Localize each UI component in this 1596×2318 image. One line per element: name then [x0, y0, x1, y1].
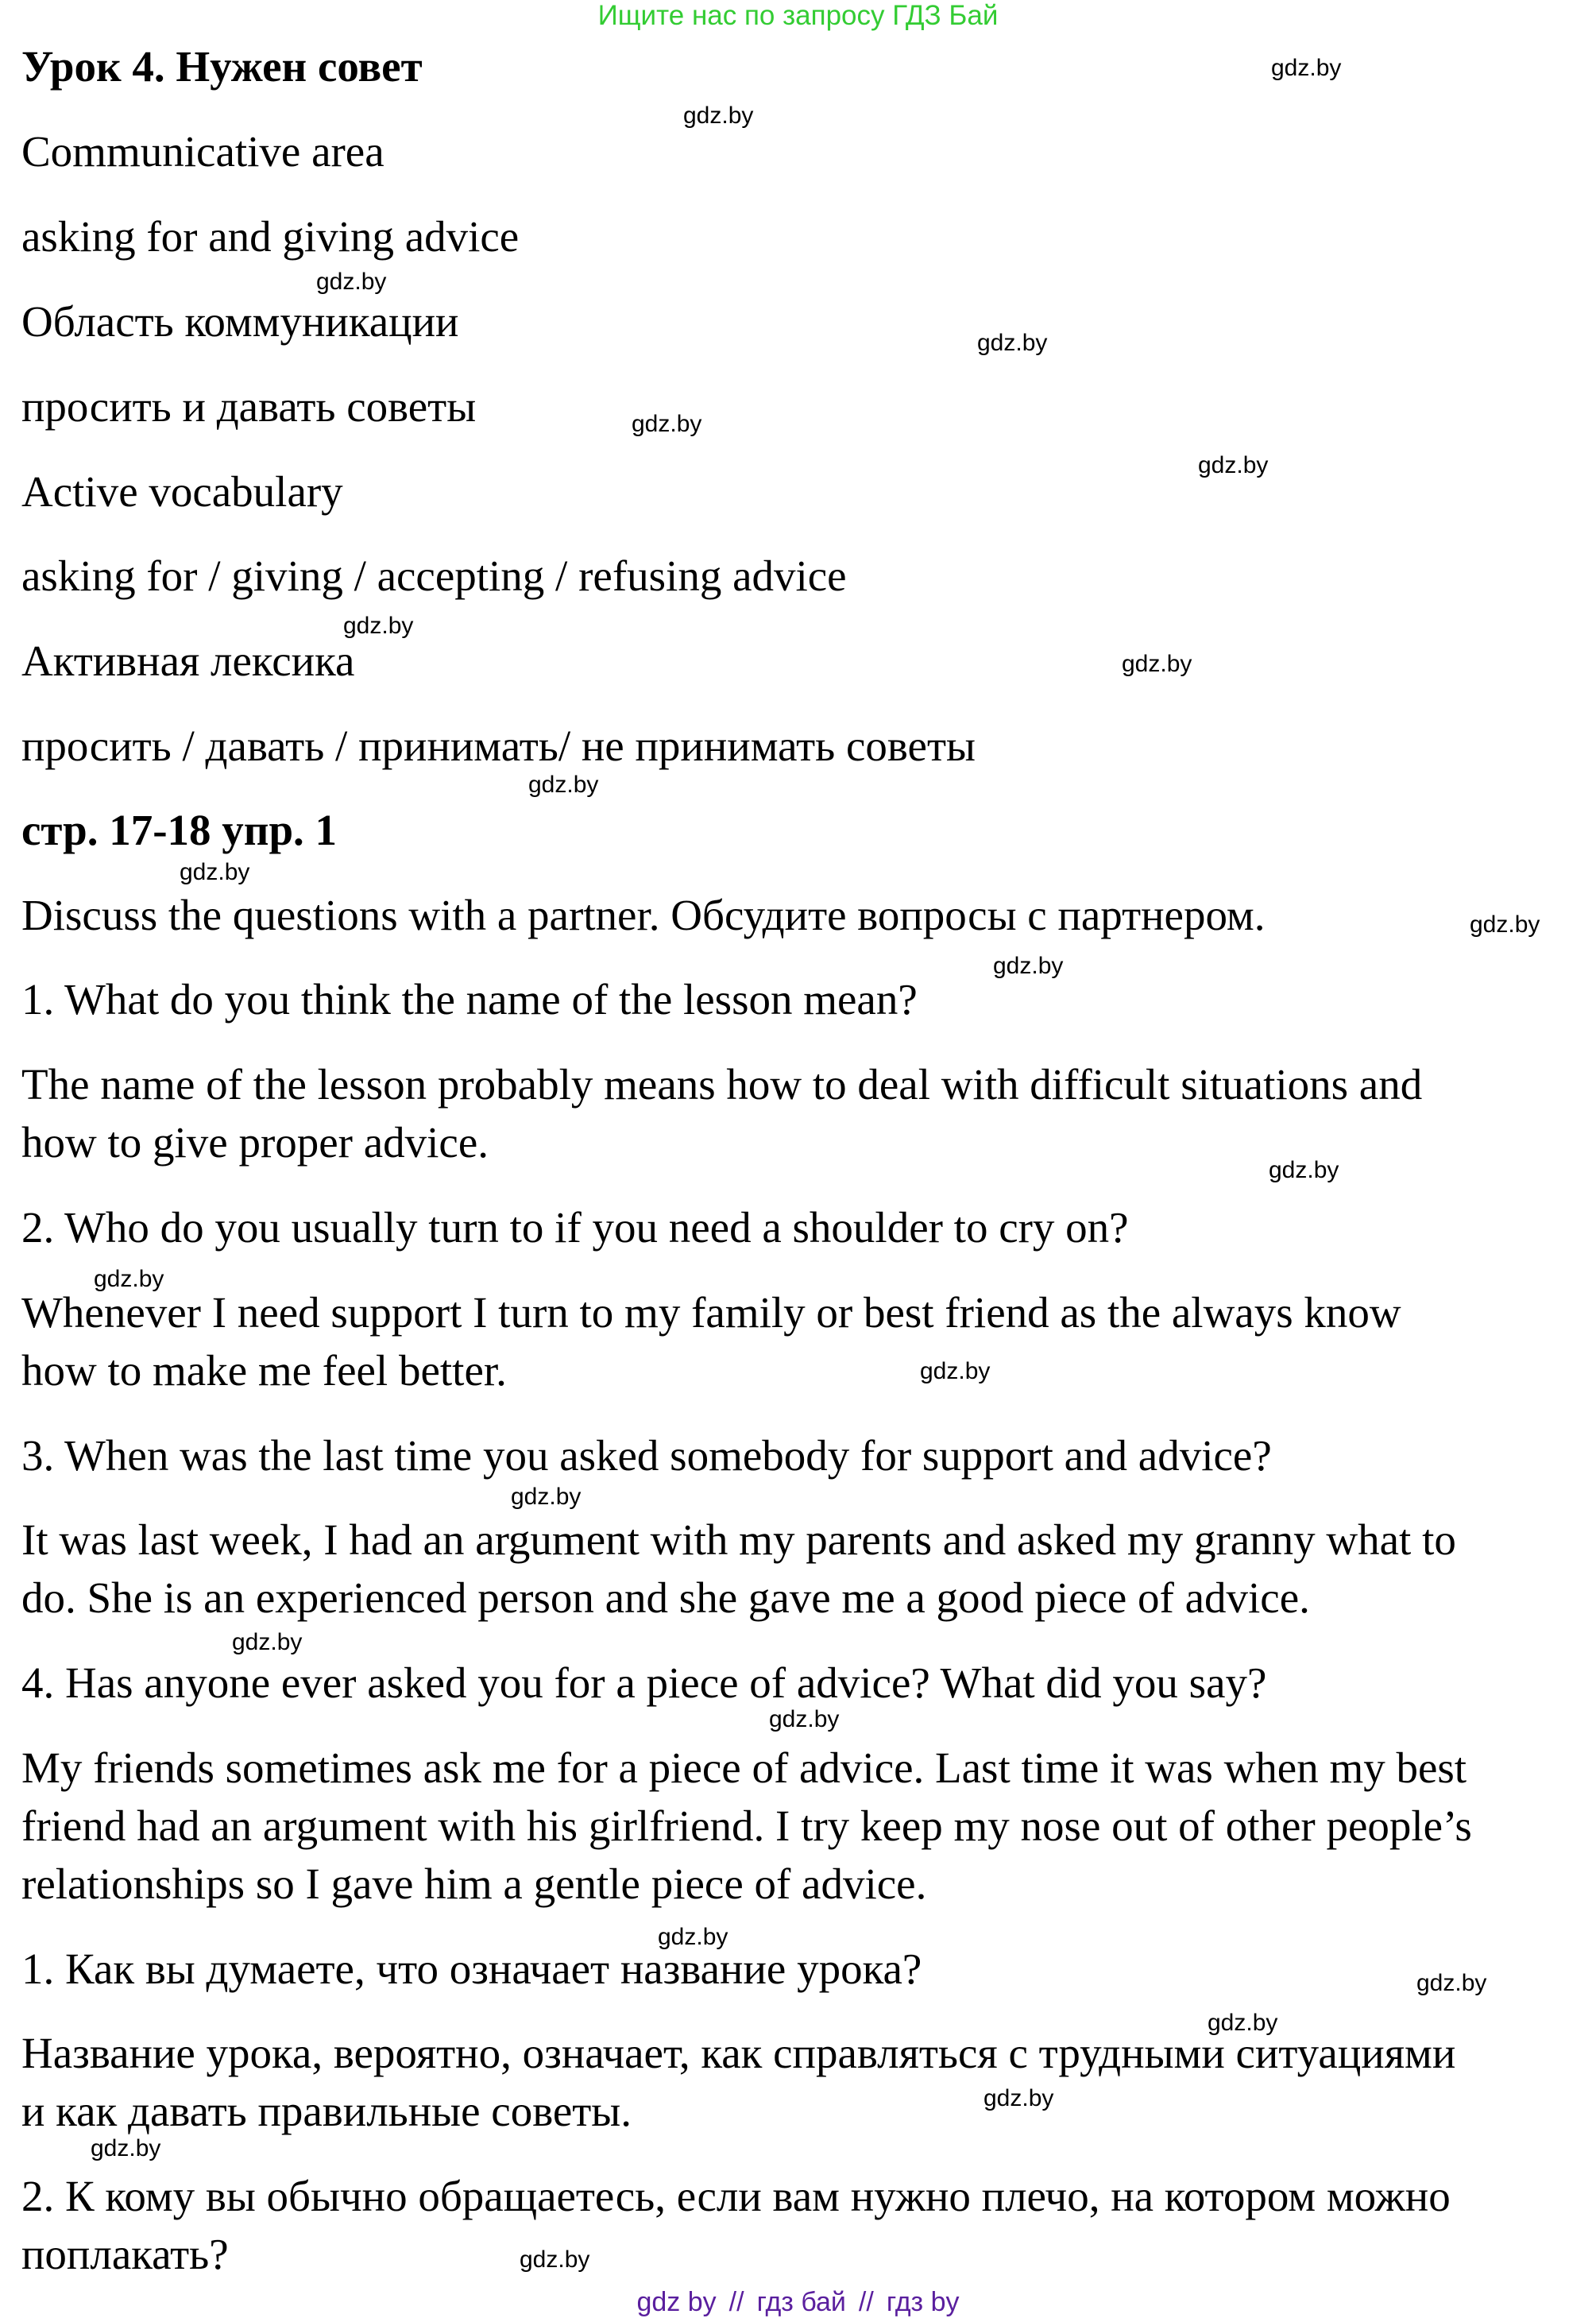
watermark: gdz.by	[91, 2135, 161, 2161]
footer-link[interactable]: gdz by	[636, 2287, 717, 2317]
answer-line: It was last week, I had an argument with my parents and asked my granny what to	[21, 1515, 1456, 1564]
question: 2. К кому вы обычно обращаетесь, если вам нужно плечо, на котором можно	[21, 2172, 1451, 2220]
exercise-heading: стр. 17-18 упр. 1	[21, 806, 338, 854]
watermark: gdz.by	[632, 411, 702, 437]
watermark: gdz.by	[316, 269, 387, 295]
watermark: gdz.by	[1271, 55, 1342, 81]
watermark: gdz.by	[528, 772, 599, 798]
watermark: gdz.by	[180, 859, 250, 885]
answer-line: Название урока, вероятно, означает, как справляться с трудными ситуациями	[21, 2029, 1456, 2077]
text-line: Область коммуникации	[21, 297, 459, 346]
answer-line: do. She is an experienced person and she gave me a good piece of advice.	[21, 1573, 1310, 1622]
text-line: Communicative area	[21, 127, 385, 176]
answer-line: friend had an argument with his girlfriend. I try keep my nose out of other people’s	[21, 1801, 1472, 1850]
footer-separator: //	[728, 2287, 744, 2317]
watermark: gdz.by	[520, 2246, 590, 2273]
answer-line: how to give proper advice.	[21, 1118, 489, 1167]
watermark: gdz.by	[1122, 651, 1192, 677]
lesson-title: Урок 4. Нужен совет	[21, 42, 423, 91]
watermark: gdz.by	[343, 613, 414, 639]
text-line: asking for / giving / accepting / refusing advice	[21, 551, 847, 600]
question: 4. Has anyone ever asked you for a piece of advice? What did you say?	[21, 1658, 1267, 1707]
footer-separator: //	[858, 2287, 874, 2317]
watermark: gdz.by	[658, 1924, 728, 1950]
question: поплакать?	[21, 2230, 229, 2278]
watermark: gdz.by	[1208, 2010, 1278, 2036]
question: 1. Как вы думаете, что означает название урока?	[21, 1945, 922, 1993]
question: 1. What do you think the name of the lesson mean?	[21, 975, 918, 1024]
watermark: gdz.by	[511, 1484, 582, 1510]
top-banner: Ищите нас по запросу ГДЗ Бай	[597, 0, 999, 31]
footer-link[interactable]: гдз бай	[756, 2287, 846, 2317]
text-line: asking for and giving advice	[21, 212, 520, 261]
text-line: Discuss the questions with a partner. Обсудите вопросы с партнером.	[21, 891, 1266, 939]
watermark: gdz.by	[1416, 1970, 1487, 1996]
watermark: gdz.by	[683, 103, 754, 129]
text-line: просить и давать советы	[21, 382, 477, 431]
watermark: gdz.by	[983, 2085, 1054, 2111]
watermark: gdz.by	[94, 1266, 164, 1292]
text-line: Активная лексика	[21, 637, 355, 685]
watermark: gdz.by	[769, 1706, 840, 1732]
text-line: Active vocabulary	[21, 467, 343, 516]
answer-line: и как давать правильные советы.	[21, 2087, 632, 2135]
watermark: gdz.by	[993, 953, 1064, 979]
watermark: gdz.by	[920, 1358, 991, 1384]
footer-links	[0, 2286, 1596, 2318]
question: 2. Who do you usually turn to if you need a shoulder to cry on?	[21, 1203, 1129, 1252]
answer-line: how to make me feel better.	[21, 1346, 507, 1395]
answer-line: The name of the lesson probably means how to deal with difficult situations and	[21, 1060, 1423, 1109]
watermark: gdz.by	[232, 1629, 303, 1655]
question: 3. When was the last time you asked somebody for support and advice?	[21, 1431, 1272, 1480]
watermark: gdz.by	[977, 330, 1048, 356]
watermark: gdz.by	[1269, 1157, 1339, 1183]
answer-line: Whenever I need support I turn to my family or best friend as the always know	[21, 1288, 1401, 1337]
answer-line: My friends sometimes ask me for a piece of advice. Last time it was when my best	[21, 1743, 1467, 1792]
footer-link[interactable]: гдз by	[886, 2287, 960, 2317]
watermark: gdz.by	[1198, 452, 1269, 478]
text-line: просить / давать / принимать/ не принимать советы	[21, 722, 976, 770]
watermark: gdz.by	[1470, 911, 1540, 938]
answer-line: relationships so I gave him a gentle piece of advice.	[21, 1859, 927, 1908]
